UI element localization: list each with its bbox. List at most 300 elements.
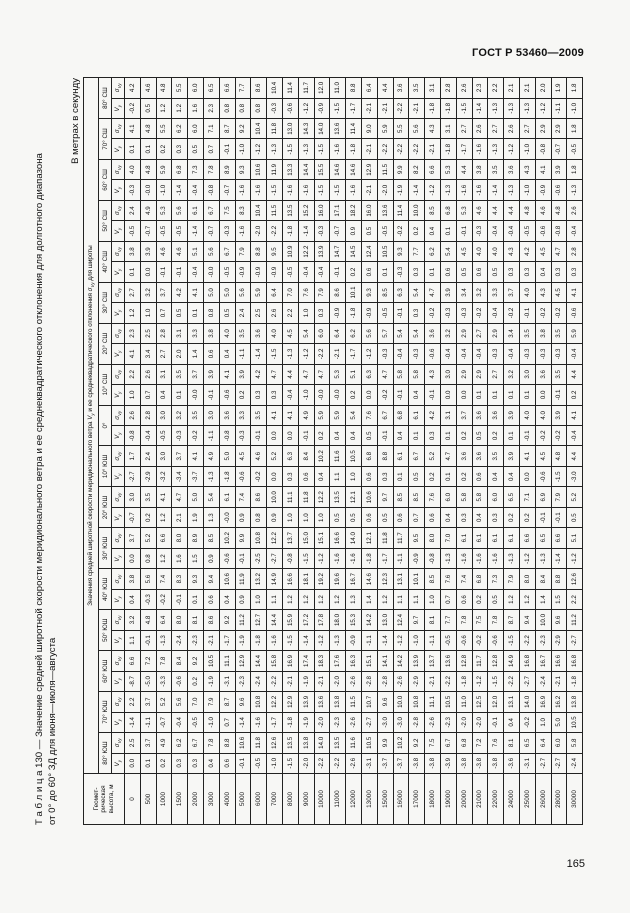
stddev-cell: 3.9 [551,405,567,425]
stddev-cell: 16.8 [519,651,535,671]
mean-wind-cell: -0.4 [172,712,188,732]
mean-wind-cell: -2.1 [330,344,346,364]
mean-wind-cell: 1.2 [377,589,393,609]
altitude-cell: 500 [140,774,156,825]
stddev-cell: 3.8 [125,569,141,589]
table-row [456,78,472,825]
mean-wind-cell: -0.9 [251,262,267,282]
mean-wind-cell: 0.0 [519,466,535,486]
mean-wind-cell: 0.4 [346,426,362,446]
stddev-cell: 8.7 [219,119,235,139]
mean-wind-cell: -0.1 [298,426,314,446]
latitude-header: 20° ЮШ [99,487,112,528]
mean-wind-cell: -0.4 [488,221,504,241]
mean-wind-cell: -1.9 [393,180,409,200]
stddev-cell: 7.3 [188,159,204,179]
mean-wind-symbol: $V_y$ [112,712,125,732]
mean-wind-cell: 0.3 [409,262,425,282]
stddev-cell: 6.4 [361,78,377,98]
mean-wind-cell: -1.7 [267,712,283,732]
mean-wind-cell: 1.0 [298,303,314,323]
table-row [267,78,283,825]
stddev-cell: 3.0 [156,446,172,466]
stddev-cell: 8.1 [425,610,441,630]
mean-wind-cell: -2.2 [519,630,535,650]
mean-wind-cell: 0.5 [409,466,425,486]
mean-wind-cell: -1.8 [425,98,441,118]
stddev-cell: 3.2 [472,282,488,302]
stddev-cell: 12.1 [361,528,377,548]
mean-wind-cell: -1.1 [140,712,156,732]
table-body [125,78,583,825]
mean-wind-cell: -1.1 [361,630,377,650]
stddev-cell: 3.6 [488,405,504,425]
mean-wind-symbol: $V_y$ [112,507,125,527]
altitude-cell: 19000 [440,774,456,825]
stddev-cell: 4.1 [535,159,551,179]
stddev-cell: 5.3 [330,364,346,384]
mean-wind-cell: 0.3 [314,303,330,323]
mean-wind-cell: 1.0 [140,303,156,323]
mean-wind-cell: -0.4 [504,221,520,241]
mean-wind-cell: -0.3 [377,344,393,364]
mean-wind-cell: -0.6 [488,630,504,650]
stddev-cell: 2.3 [472,78,488,98]
mean-wind-cell: -1.8 [567,671,583,691]
stddev-cell: 11.8 [298,487,314,507]
mean-wind-cell: -1.3 [504,548,520,568]
stddev-cell: 18.1 [298,569,314,589]
stddev-cell: 11.7 [298,78,314,98]
stddev-cell: 7.3 [488,569,504,589]
altitude-cell: 10000 [314,774,330,825]
mean-wind-cell: 2.1 [172,507,188,527]
stddev-cell: 4.1 [156,487,172,507]
stddev-cell: 13.6 [377,200,393,220]
stddev-cell: 1.8 [567,159,583,179]
stddev-cell: 9.6 [235,692,251,712]
stddev-cell: 13.1 [393,569,409,589]
mean-wind-cell: -2.9 [409,671,425,691]
mean-wind-cell: 1.4 [535,589,551,609]
stddev-cell: 14.4 [251,651,267,671]
altitude-cell: 21000 [472,774,488,825]
mean-wind-cell: -2.7 [361,712,377,732]
altitude-cell: 1000 [156,774,172,825]
mean-wind-cell: -0.0 [314,385,330,405]
stddev-cell: 10.5 [346,446,362,466]
altitude-cell: 1500 [172,774,188,825]
mean-wind-symbol: $V_y$ [112,303,125,323]
stddev-symbol: $\sigma_{Vy}$ [112,241,125,261]
stddev-cell: 8.6 [251,78,267,98]
stddev-cell: 4.4 [567,364,583,384]
stddev-cell: 11.4 [282,78,298,98]
stddev-cell: 4.2 [425,405,441,425]
mean-wind-cell: -0.6 [235,466,251,486]
latitude-header: 70° СШ [99,119,112,160]
stddev-cell: 3.6 [425,323,441,343]
stddev-cell: 4.7 [425,282,441,302]
mean-wind-cell: 0.1 [440,466,456,486]
mean-wind-cell: -1.6 [472,180,488,200]
mean-wind-cell: -0.3 [535,344,551,364]
stddev-cell: 8.4 [172,651,188,671]
stddev-cell: 10.6 [235,733,251,753]
mean-wind-cell: -0.5 [377,221,393,241]
stddev-cell: 8.5 [377,282,393,302]
stddev-cell: 12.2 [298,241,314,261]
stddev-cell: 4.6 [251,446,267,466]
stddev-cell: 6.5 [535,528,551,548]
stddev-cell: 9.2 [409,733,425,753]
mean-wind-symbol: $V_y$ [112,589,125,609]
stddev-cell: 4.0 [125,159,141,179]
mean-wind-cell: -0.2 [472,630,488,650]
stddev-cell: 2.0 [535,78,551,98]
stddev-cell: 3.9 [504,446,520,466]
mean-wind-cell: 4.1 [125,344,141,364]
stddev-cell: 3.9 [203,364,219,384]
stddev-cell: 6.2 [172,733,188,753]
mean-wind-cell: -2.3 [330,712,346,732]
stddev-cell: 3.0 [519,364,535,384]
mean-wind-cell: -1.6 [346,548,362,568]
latitude-header: 60° ЮШ [99,651,112,692]
stddev-cell: 3.5 [188,405,204,425]
mean-wind-cell: -5.0 [140,671,156,691]
stddev-cell: 6.5 [504,487,520,507]
mean-wind-cell: -0.2 [535,426,551,446]
mean-wind-cell: 0.0 [282,426,298,446]
mean-wind-cell: -3.8 [425,753,441,773]
stddev-cell: 12.2 [267,528,283,548]
mean-wind-cell: -0.7 [203,221,219,241]
altitude-cell: 15000 [377,774,393,825]
stddev-cell: 8.9 [219,159,235,179]
mean-wind-cell: 0.2 [346,385,362,405]
mean-wind-cell: -0.1 [425,385,441,405]
mean-wind-cell: -2.2 [330,753,346,773]
mean-wind-cell: -1.0 [519,139,535,159]
stddev-cell: 5.6 [361,323,377,343]
mean-wind-cell: -1.2 [519,548,535,568]
stddev-cell: 10.4 [251,119,267,139]
mean-wind-cell: -1.9 [298,712,314,732]
mean-wind-cell: -0.1 [393,303,409,323]
mean-wind-cell: -1.8 [456,671,472,691]
mean-wind-cell: -1.4 [188,221,204,241]
mean-wind-cell: -3.7 [377,753,393,773]
stddev-cell: 3.8 [472,159,488,179]
stddev-cell: 9.9 [377,733,393,753]
stddev-cell: 3.6 [251,323,267,343]
stddev-cell: 8.4 [298,446,314,466]
stddev-cell: 4.7 [314,364,330,384]
stddev-cell: 17.6 [330,651,346,671]
stddev-cell: 4.8 [551,200,567,220]
stddev-cell: 10.5 [377,241,393,261]
mean-wind-cell: 1.0 [425,589,441,609]
mean-wind-cell: 1.2 [519,589,535,609]
stddev-cell: 9.7 [377,487,393,507]
mean-wind-cell: -0.1 [393,385,409,405]
stddev-cell: 8.5 [425,569,441,589]
stddev-cell: 4.5 [535,241,551,261]
mean-wind-cell: 0.7 [440,589,456,609]
mean-wind-cell: 0.6 [472,466,488,486]
mean-wind-cell: -2.5 [251,548,267,568]
stddev-cell: 5.4 [298,323,314,343]
stddev-cell: 5.5 [393,119,409,139]
stddev-cell: 4.1 [267,405,283,425]
stddev-symbol: $\sigma_{Vy}$ [112,610,125,630]
mean-wind-cell: 0.3 [267,385,283,405]
mean-wind-cell: -2.6 [346,753,362,773]
mean-wind-cell: -1.0 [156,180,172,200]
mean-wind-cell: -0.2 [425,303,441,323]
altitude-cell: 30000 [567,774,583,825]
altitude-cell: 28000 [551,774,567,825]
mean-wind-cell: 1.0 [346,466,362,486]
mean-wind-symbol: $V_y$ [112,466,125,486]
mean-wind-cell: 0.7 [156,303,172,323]
mean-wind-cell: -2.3 [188,630,204,650]
mean-wind-cell: -0.7 [219,180,235,200]
stddev-cell: 13.9 [409,651,425,671]
mean-wind-cell: -1.2 [314,630,330,650]
stddev-symbol: $\sigma_{Vy}$ [112,405,125,425]
stddev-cell: 6.1 [393,446,409,466]
mean-wind-cell: -2.0 [298,753,314,773]
mean-wind-cell: -0.8 [551,221,567,241]
mean-wind-cell: 1.0 [535,712,551,732]
stddev-cell: 6.7 [203,200,219,220]
mean-wind-cell: -0.4 [567,426,583,446]
stddev-cell: 11.7 [393,528,409,548]
latitude-header: 20° СШ [99,323,112,364]
stddev-cell: 7.4 [156,569,172,589]
stddev-cell: 5.0 [188,487,204,507]
table-row [235,78,251,825]
altitude-cell: 16000 [393,774,409,825]
mean-wind-cell: 0.4 [472,507,488,527]
stddev-cell: 3.7 [172,446,188,466]
stddev-cell: 5.4 [409,323,425,343]
mean-wind-cell: -1.0 [203,712,219,732]
mean-wind-cell: -0.5 [377,303,393,323]
mean-wind-cell: 0.3 [172,753,188,773]
stddev-cell: 5.4 [440,241,456,261]
stddev-cell: 4.7 [172,487,188,507]
mean-wind-cell: -0.3 [409,344,425,364]
altitude-cell: 13000 [361,774,377,825]
mean-wind-cell: -2.0 [314,712,330,732]
mean-wind-cell: 0.3 [188,753,204,773]
stddev-cell: 1.7 [125,446,141,466]
mean-wind-cell: -0.3 [551,344,567,364]
mean-wind-cell: -0.1 [156,262,172,282]
mean-wind-cell: 0.2 [314,426,330,446]
stddev-cell: 6.4 [535,733,551,753]
mean-wind-cell: 1.1 [409,589,425,609]
table-row [330,78,346,825]
stddev-cell: 13.6 [440,651,456,671]
mean-wind-cell: -1.5 [314,180,330,200]
stddev-cell: 8.0 [425,528,441,548]
stddev-cell: 4.7 [377,364,393,384]
stddev-symbol: $\sigma_{Vy}$ [112,692,125,712]
stddev-cell: 7.0 [282,282,298,302]
stddev-cell: 11.8 [377,528,393,548]
stddev-cell: 12.8 [488,651,504,671]
mean-wind-cell: -1.6 [235,180,251,200]
mean-wind-cell: -0.5 [172,221,188,241]
mean-wind-cell: -3.7 [188,466,204,486]
mean-wind-cell: 0.3 [172,139,188,159]
latitude-header: 10° СШ [99,364,112,405]
stddev-cell: 10.0 [393,692,409,712]
stddev-cell: 10.1 [346,282,362,302]
stddev-cell: 3.6 [504,159,520,179]
mean-wind-cell: -1.8 [440,139,456,159]
stddev-cell: 6.5 [203,78,219,98]
stddev-cell: 14.6 [346,159,362,179]
table-row [188,78,204,825]
mean-wind-cell: -1.8 [282,221,298,241]
mean-wind-cell: -1.2 [567,548,583,568]
stddev-cell: 5.4 [409,282,425,302]
stddev-cell: 4.0 [219,323,235,343]
mean-wind-cell: 0.4 [535,262,551,282]
mean-wind-cell: 0.7 [409,507,425,527]
mean-wind-cell: 0.5 [567,507,583,527]
stddev-symbol: $\sigma_{Vy}$ [112,159,125,179]
mean-wind-cell: -0.7 [551,139,567,159]
mean-wind-cell: 1.2 [298,589,314,609]
mean-wind-cell: -0.4 [393,344,409,364]
mean-wind-cell: 0.4 [488,466,504,486]
stddev-cell: 7.2 [472,733,488,753]
mean-wind-cell: 0.5 [361,221,377,241]
mean-wind-cell: 0.0 [267,466,283,486]
mean-wind-cell: -0.6 [456,630,472,650]
mean-wind-cell: 0.3 [251,385,267,405]
mean-wind-cell: -0.4 [504,344,520,364]
stddev-cell: 10.5 [361,733,377,753]
stddev-cell: 12.7 [251,610,267,630]
stddev-cell: 3.5 [235,323,251,343]
mean-wind-cell: -0.8 [282,548,298,568]
stddev-cell: 15.0 [298,528,314,548]
mean-wind-cell: 1.5 [188,548,204,568]
mean-wind-cell: -0.5 [219,262,235,282]
mean-wind-cell: -1.6 [346,180,362,200]
mean-wind-cell: 0.3 [551,262,567,282]
stddev-cell: 6.6 [125,651,141,671]
mean-wind-cell: 0.6 [361,507,377,527]
mean-wind-cell: 0.2 [235,385,251,405]
stddev-cell: 5.9 [251,282,267,302]
table-row [172,78,188,825]
mean-wind-cell: -0.9 [330,303,346,323]
mean-wind-cell: -0.4 [140,426,156,446]
stddev-cell: 16.6 [551,651,567,671]
stddev-cell: 3.6 [535,364,551,384]
stddev-cell: 16.8 [567,651,583,671]
stddev-cell: 2.6 [472,119,488,139]
mean-wind-cell: 0.9 [235,507,251,527]
stddev-cell: 8.1 [188,610,204,630]
stddev-cell: 6.1 [504,528,520,548]
mean-wind-cell: -1.6 [456,548,472,568]
mean-wind-cell: 1.1 [330,466,346,486]
mean-wind-cell: -1.6 [456,180,472,200]
stddev-cell: 5.9 [156,159,172,179]
mean-wind-cell: -0.1 [235,548,251,568]
mean-wind-cell: -2.6 [393,671,409,691]
mean-wind-cell: -0.4 [314,262,330,282]
mean-wind-cell: 1.2 [156,507,172,527]
mean-wind-cell: -0.4 [282,385,298,405]
stddev-cell: 6.4 [156,610,172,630]
stddev-cell: 13.1 [504,692,520,712]
mean-wind-cell: -1.2 [425,180,441,200]
group-header: Значения средней широтной скорости меридионального ветра $V_y$ и ее среднеквадратического отклонения $\sigma_{Vy}$ для широты [84,78,99,774]
stddev-cell: 16.0 [361,200,377,220]
mean-wind-cell: 0.2 [409,221,425,241]
mean-wind-cell: 5.0 [551,712,567,732]
mean-wind-cell: -0.1 [551,385,567,405]
mean-wind-cell: -0.3 [393,262,409,282]
stddev-cell: 6.1 [456,528,472,548]
mean-wind-cell: 0.6 [361,466,377,486]
mean-wind-symbol: $V_y$ [112,221,125,241]
stddev-cell: 3.7 [140,733,156,753]
stddev-cell: 11.0 [330,78,346,98]
stddev-cell: 11.5 [267,200,283,220]
mean-wind-cell: 1.1 [267,589,283,609]
stddev-cell: 7.8 [203,159,219,179]
mean-wind-cell: 0.1 [393,466,409,486]
stddev-cell: 5.6 [140,569,156,589]
mean-wind-cell: -2.2 [267,221,283,241]
mean-wind-cell: 1.1 [393,589,409,609]
mean-wind-cell: 0.3 [425,426,441,446]
stddev-cell: 1.8 [567,119,583,139]
stddev-cell: 4.0 [535,405,551,425]
mean-wind-cell: 0.5 [472,426,488,446]
latitude-header: 10° ЮШ [99,446,112,487]
stddev-cell: 3.5 [551,364,567,384]
stddev-cell: 11.9 [267,159,283,179]
mean-wind-cell: -2.7 [551,753,567,773]
stddev-cell: 15.1 [361,651,377,671]
stddev-cell: 5.0 [219,282,235,302]
mean-wind-cell: 0.2 [519,507,535,527]
mean-wind-cell: -2.3 [535,630,551,650]
stddev-cell: 6.8 [456,733,472,753]
stddev-cell: 9.5 [409,528,425,548]
mean-wind-cell: -0.0 [330,385,346,405]
mean-wind-cell: 0.9 [235,589,251,609]
stddev-cell: 4.9 [156,733,172,753]
mean-wind-cell: -1.3 [267,139,283,159]
mean-wind-cell: -0.1 [488,712,504,732]
stddev-cell: 9.3 [361,282,377,302]
stddev-cell: 13.8 [567,692,583,712]
stddev-cell: 14.9 [267,569,283,589]
